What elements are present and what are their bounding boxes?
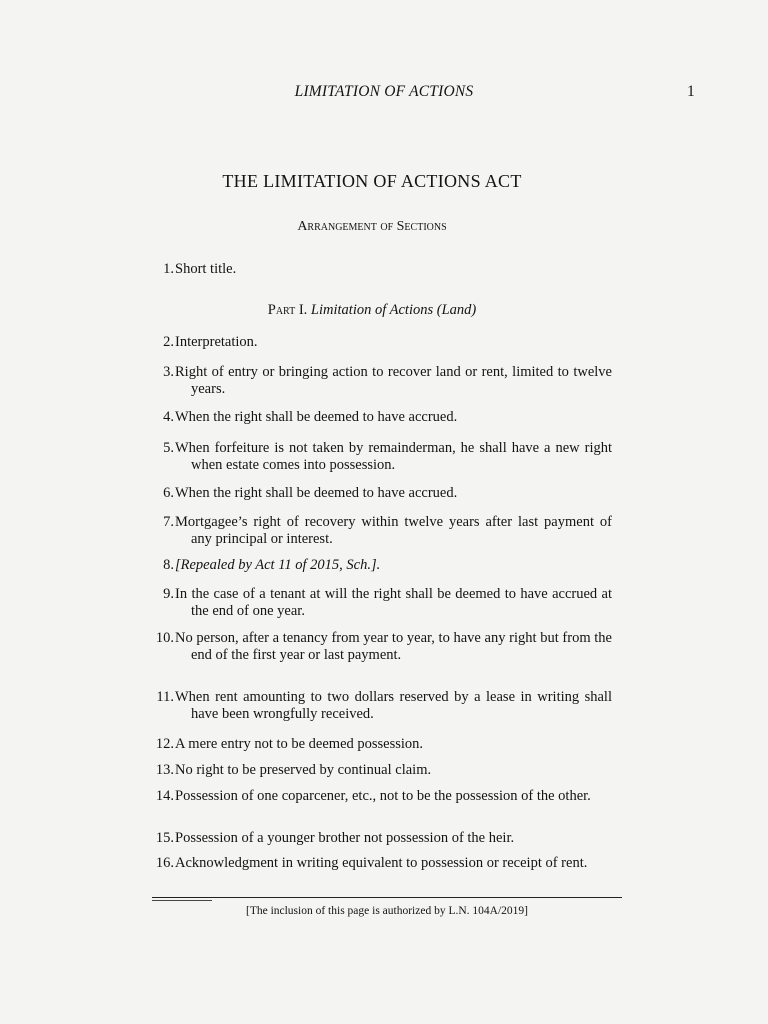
section-number: 7. — [163, 514, 174, 530]
authorization-note: [The inclusion of this page is authorized by L.N. 104A/2019] — [245, 905, 528, 917]
section-text: When rent amounting to two dollars reserved by a lease in writing shall have been wrongfully received. — [175, 689, 612, 722]
section-item-4 — [150, 409, 612, 426]
section-item-9 — [150, 586, 612, 620]
section-item-1 — [150, 261, 612, 278]
section-text: Short title. — [175, 261, 237, 277]
section-item-14 — [150, 788, 612, 805]
footer-rule — [152, 897, 622, 898]
act-title: THE LIMITATION OF ACTIONS ACT — [222, 171, 522, 191]
part-subtitle: (Land) — [436, 302, 477, 318]
section-text: Interpretation. — [175, 334, 258, 350]
section-text: When the right shall be deemed to have accrued. — [175, 409, 458, 425]
page-number: 1 — [687, 83, 695, 100]
section-number: 5. — [163, 440, 174, 456]
section-number: 2. — [163, 334, 174, 350]
section-item-12 — [150, 736, 612, 753]
section-number: 1. — [163, 261, 174, 277]
section-item-6 — [150, 485, 612, 502]
section-text: In the case of a tenant at will the right shall be deemed to have accrued at the end of one year. — [175, 586, 612, 619]
section-text: No person, after a tenancy from year to year, to have any right but from the end of the first year or last payment. — [175, 630, 612, 663]
section-item-8 — [150, 557, 612, 574]
section-item-2 — [150, 334, 612, 351]
section-item-5 — [150, 440, 612, 474]
section-item-7 — [150, 514, 612, 548]
running-head: LIMITATION OF ACTIONS — [294, 83, 474, 100]
section-text: When the right shall be deemed to have accrued. — [175, 485, 458, 501]
section-text: A mere entry not to be deemed possession. — [175, 736, 424, 752]
section-number: 8. — [163, 557, 174, 573]
section-number: 12. — [155, 736, 174, 752]
section-text: No right to be preserved by continual claim. — [175, 762, 432, 778]
section-number: 11. — [156, 689, 174, 705]
section-item-13 — [150, 762, 612, 779]
footer-rule-short — [152, 900, 212, 901]
section-text: Possession of a younger brother not possession of the heir. — [175, 830, 515, 846]
section-number: 4. — [163, 409, 174, 425]
section-number: 6. — [163, 485, 174, 501]
section-number: 10. — [155, 630, 174, 646]
section-text: [Repealed by Act 11 of 2015, Sch.]. — [175, 557, 381, 573]
part-title: Limitation of Actions — [310, 302, 434, 318]
section-item-15 — [150, 830, 612, 847]
section-number: 3. — [163, 364, 174, 380]
section-item-3 — [150, 364, 612, 398]
section-text: Possession of one coparcener, etc., not to be the possession of the other. — [175, 788, 591, 804]
section-text: Mortgagee’s right of recovery within twelve years after last payment of any principal or interest. — [175, 514, 612, 547]
section-item-16 — [150, 855, 612, 872]
part-heading — [0, 302, 744, 319]
arrangement-heading: Arrangement of Sections — [297, 219, 447, 234]
section-text: Acknowledgment in writing equivalent to possession or receipt of rent. — [175, 855, 588, 871]
section-number: 9. — [163, 586, 174, 602]
section-item-10 — [150, 630, 612, 664]
section-number: 16. — [155, 855, 174, 871]
section-number: 14. — [155, 788, 174, 804]
section-text: Right of entry or bringing action to recover land or rent, limited to twelve years. — [175, 364, 612, 397]
section-number: 15. — [155, 830, 174, 846]
section-text: When forfeiture is not taken by remainderman, he shall have a new right when estate comes into possession. — [175, 440, 612, 473]
section-item-11 — [150, 689, 612, 723]
part-prefix: Part I. — [267, 302, 308, 318]
section-number: 13. — [155, 762, 174, 778]
